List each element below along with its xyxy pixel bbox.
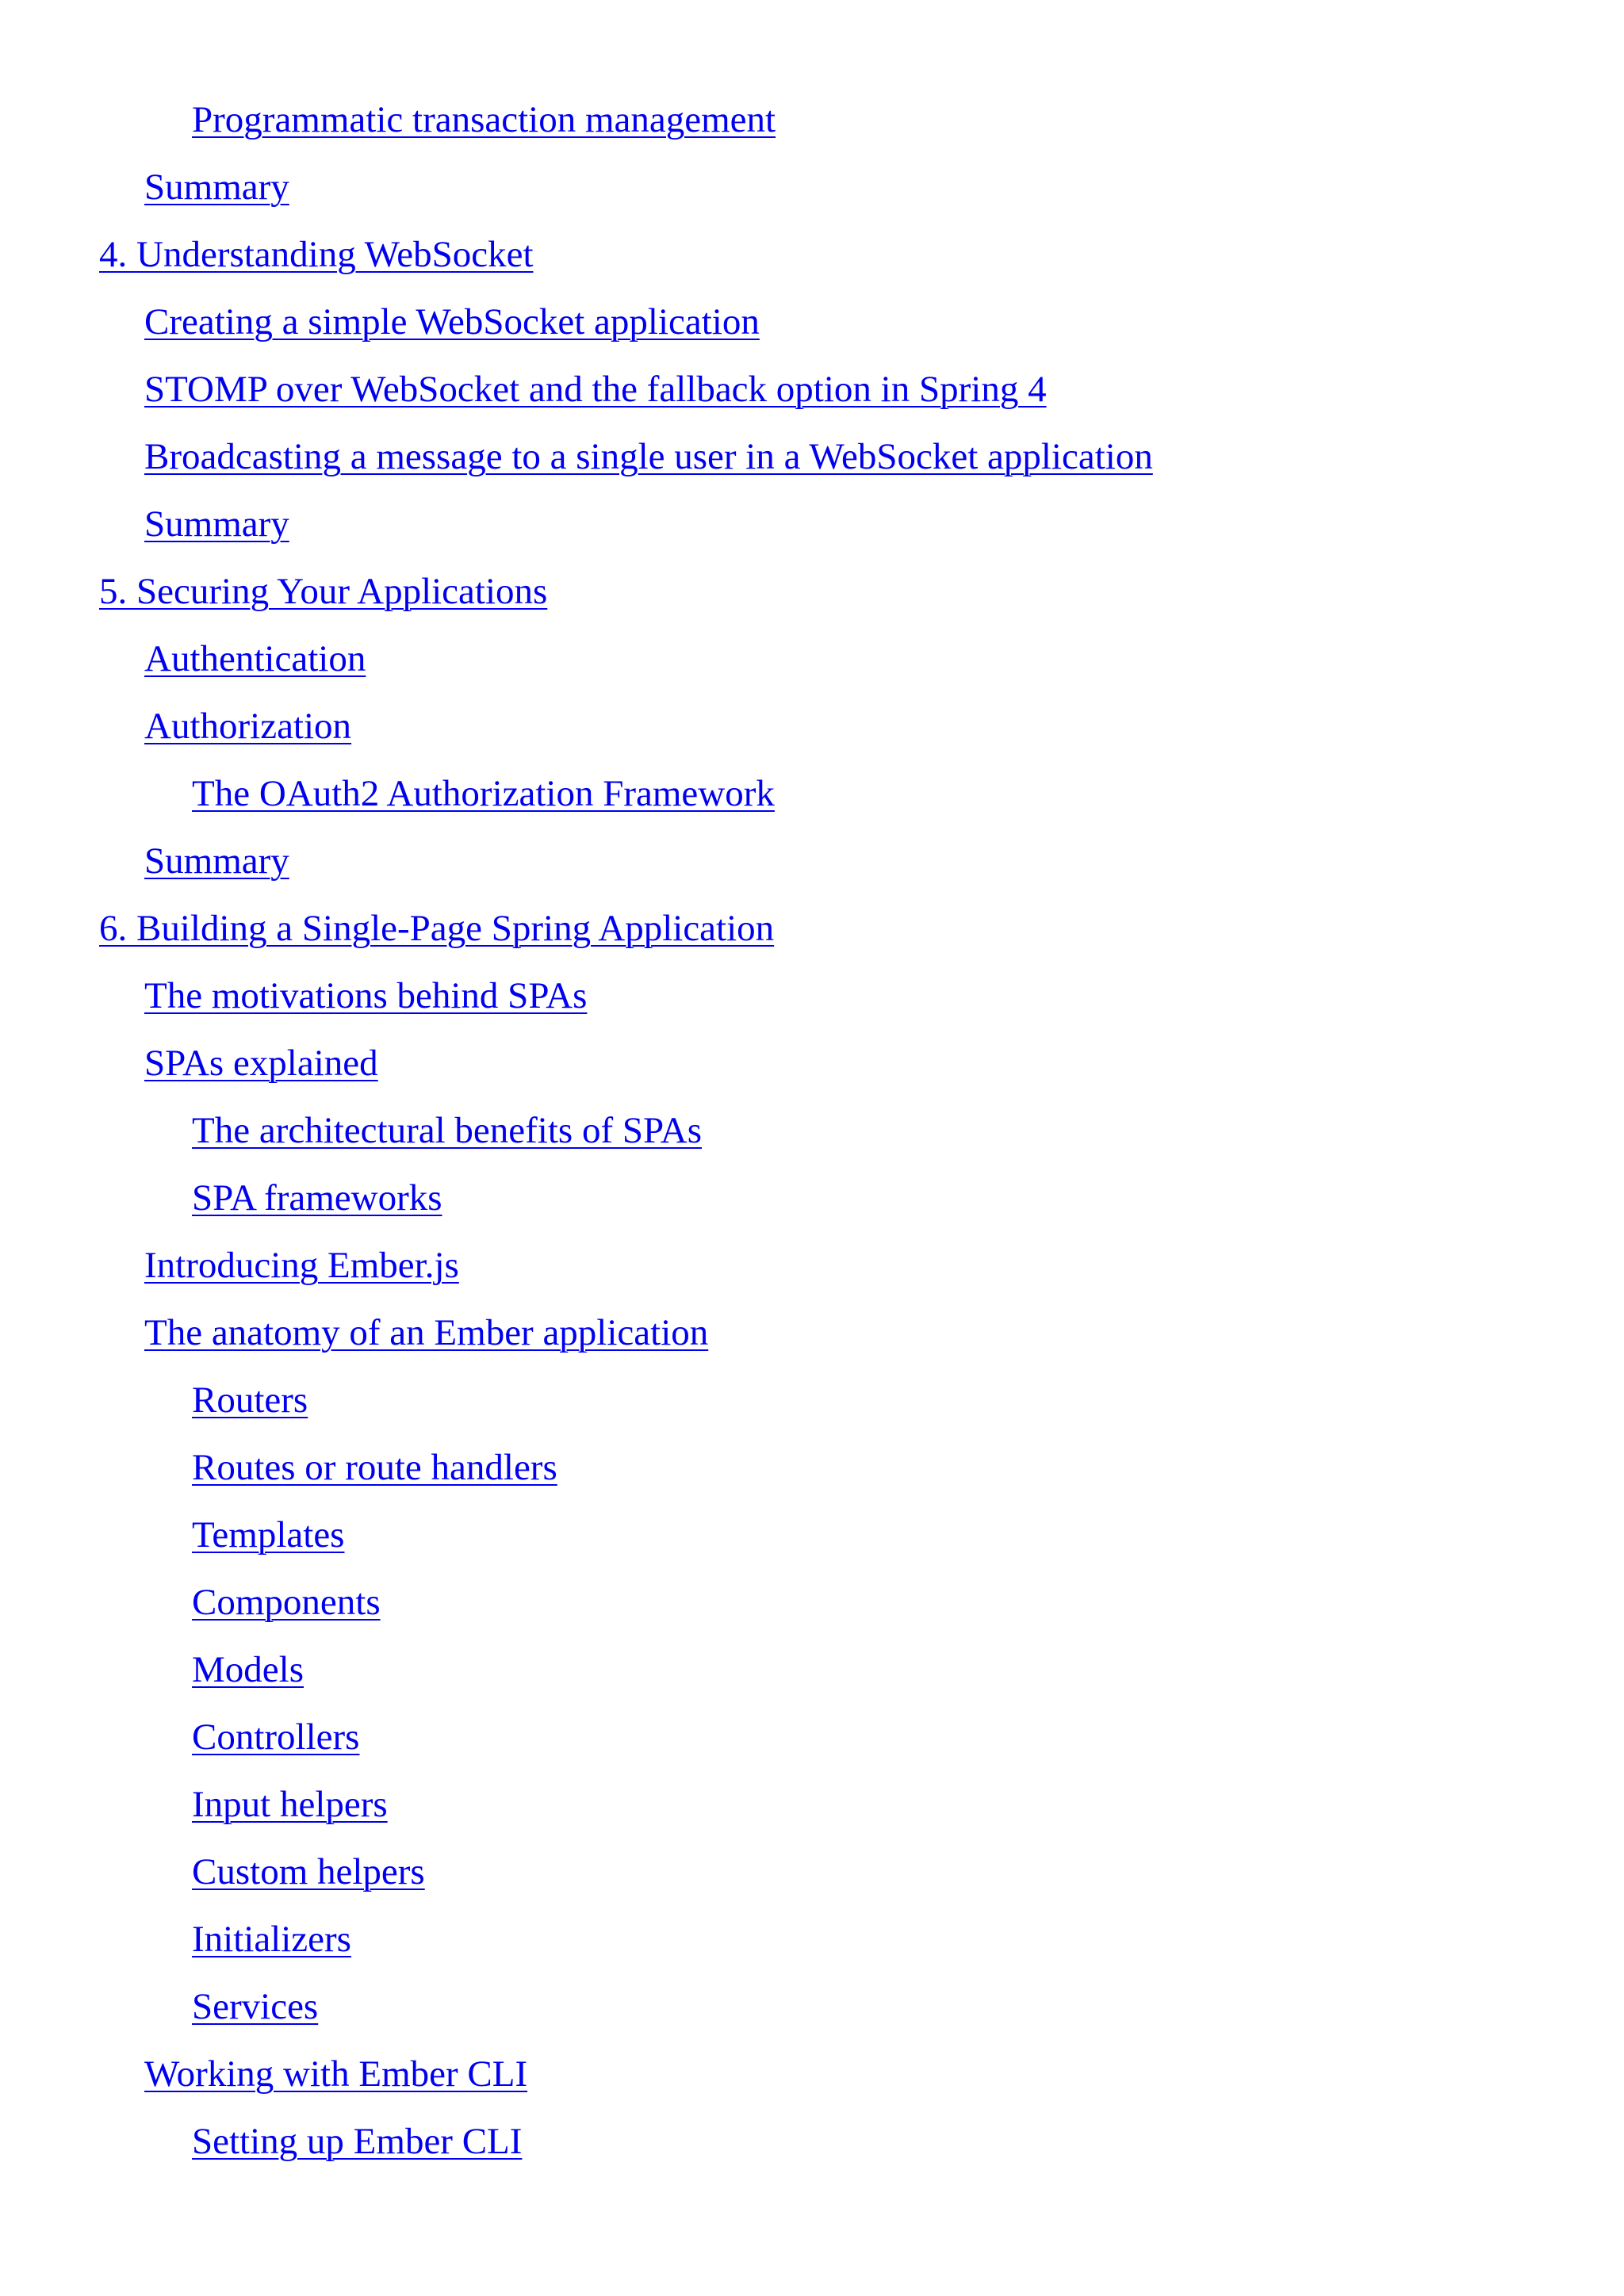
toc-entry [0,830,1624,897]
toc-entry [0,1369,1624,1437]
toc-link[interactable]: Components [192,1582,381,1623]
toc-entry [0,897,1624,965]
toc-entry [0,1976,1624,2043]
toc-entry [0,2110,1624,2178]
toc-link[interactable]: The anatomy of an Ember application [144,1312,709,1353]
toc-entry [0,965,1624,1032]
toc-entry [0,1100,1624,1167]
toc-link[interactable]: STOMP over WebSocket and the fallback option in Spring 4 [144,369,1047,410]
toc-entry [0,1841,1624,1908]
toc-link[interactable]: The motivations behind SPAs [144,975,588,1016]
toc-entry [0,1302,1624,1369]
toc-entry [0,2043,1624,2110]
toc-link[interactable]: Routes or route handlers [192,1447,557,1488]
toc-entry [0,1437,1624,1504]
toc-link[interactable]: Working with Ember CLI [144,2053,528,2095]
toc-link[interactable]: Services [192,1986,319,2027]
toc-entry [0,493,1624,561]
toc-entry [0,1167,1624,1234]
toc-link[interactable]: Templates [192,1514,345,1556]
toc-link[interactable]: Setting up Ember CLI [192,2121,523,2162]
toc-entry [0,1571,1624,1639]
toc-entry [0,628,1624,695]
toc-entry [0,763,1624,830]
toc-link[interactable]: Input helpers [192,1784,388,1825]
toc-link[interactable]: Broadcasting a message to a single user in a WebSocket application [144,436,1153,477]
toc-link[interactable]: SPA frameworks [192,1177,442,1219]
toc-entry [0,1234,1624,1302]
toc-entry [0,1032,1624,1100]
toc-entry [0,1774,1624,1841]
toc-link[interactable]: 6. Building a Single-Page Spring Application [99,908,775,949]
toc-link[interactable]: Summary [144,840,289,882]
toc-entry [0,695,1624,763]
toc-entry [0,1504,1624,1571]
toc-link[interactable]: Controllers [192,1716,360,1758]
toc-link[interactable]: 4. Understanding WebSocket [99,234,534,275]
toc-entry [0,1639,1624,1706]
toc-link[interactable]: 5. Securing Your Applications [99,571,548,612]
toc-entry [0,426,1624,493]
toc-entry [0,224,1624,291]
toc-entry [0,1908,1624,1976]
toc-link[interactable]: The OAuth2 Authorization Framework [192,773,775,814]
toc-link[interactable]: Authorization [144,706,352,747]
toc-link[interactable]: Initializers [192,1919,351,1960]
toc-link[interactable]: Models [192,1649,304,1690]
toc-link[interactable]: Programmatic transaction management [192,99,776,140]
toc-link[interactable]: Summary [144,503,289,545]
toc-link[interactable]: Custom helpers [192,1851,425,1892]
toc-link[interactable]: Routers [192,1380,308,1421]
toc-entry [0,89,1624,156]
toc-link[interactable]: Creating a simple WebSocket application [144,301,760,342]
toc-entry [0,358,1624,426]
toc-link[interactable]: The architectural benefits of SPAs [192,1110,703,1151]
toc-link[interactable]: Summary [144,166,289,208]
table-of-contents [0,89,1624,2178]
toc-link[interactable]: Authentication [144,638,366,679]
toc-entry [0,561,1624,628]
toc-entry [0,1706,1624,1774]
toc-entry [0,291,1624,358]
toc-link[interactable]: Introducing Ember.js [144,1245,459,1286]
toc-link[interactable]: SPAs explained [144,1043,378,1084]
toc-entry [0,156,1624,224]
